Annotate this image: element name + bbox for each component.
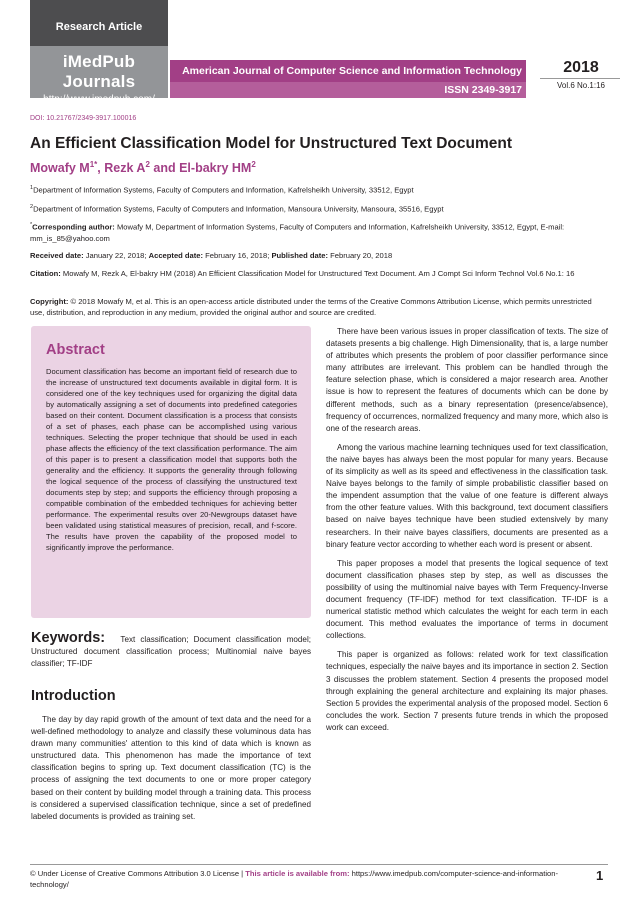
copyright-label: Copyright: bbox=[30, 297, 69, 306]
article-dates bbox=[30, 250, 608, 261]
corresponding-label: Corresponding author: bbox=[32, 222, 115, 232]
right-paragraph-1: There have been various issues in proper classification of texts. The size of datasets presents a big challenge. High Dimensionality, that is, a large number of attributes which presents the problem of poor classifier performance since many attributes are irrelevant. This problem can be handled through the feature selection phase, which is considered a major research area. Another issue is how to represent the features of documents which can be done by different methods, such as a binary representation (presence/absence), frequency of occurrences, normalized frequency and many more, which also is one of the research areas. bbox=[326, 327, 608, 433]
author-1: Mowafy M bbox=[30, 161, 90, 176]
corresponding-author bbox=[30, 220, 608, 244]
citation-label: Citation: bbox=[30, 269, 61, 278]
accepted-label: Accepted date: bbox=[148, 251, 204, 260]
affiliation-2-sup: 2 bbox=[30, 204, 34, 210]
publisher-logo[interactable] bbox=[30, 46, 168, 105]
corresponding-sup: * bbox=[30, 222, 33, 228]
affiliation-1 bbox=[30, 183, 608, 196]
volume-issue: Vol.6 No.1:16 bbox=[556, 81, 606, 90]
author-3: and El-bakry HM bbox=[149, 161, 252, 176]
footer-divider bbox=[30, 864, 608, 865]
article-title: An Efficient Classification Model for Unstructured Text Document bbox=[30, 135, 512, 152]
author-2-sup: 2 bbox=[145, 160, 150, 169]
right-paragraph-3: This paper proposes a model that presents the logical sequence of text document classification phases step by step, as well as discusses the possibility of using the multinomial naive bayes with Term Frequency-Inverse document frequency (TF-IDF) method for text classification. TF-IDF is a numerical statistic method which calculates the weight for each term in each document. This method evaluates the importance of terms in document collections. bbox=[326, 558, 608, 641]
author-2: , Rezk A bbox=[97, 161, 146, 176]
publisher-name: iMedPub Journals bbox=[62, 52, 136, 91]
affiliation-1-text: Department of Information Systems, Faculty of Computers and Information, Kafrelsheikh University, 33512, Egypt bbox=[33, 185, 414, 195]
accepted-date: February 16, 2018; bbox=[203, 251, 272, 260]
copyright bbox=[30, 296, 608, 318]
right-column bbox=[326, 326, 608, 741]
published-date: February 20, 2018 bbox=[328, 251, 393, 260]
abstract-heading: Abstract bbox=[46, 342, 105, 358]
footer-available-label: This article is available from: bbox=[245, 869, 350, 878]
right-paragraph-2: Among the various machine learning techniques used for text classification, the naive bayes has always been the most popular for many years. Because of its simplicity as well as its speed and effectiveness in the classification task. Naive bayes belongs to the family of simple probabilistic classifier based on the impendent assumption that the value of one feature is different always from the other feature values. With this background, text document classifiers based on naive bayes technique have been studied extensively by many researchers. In their naive bayes classifiers, documents are presented as a binary feature vector according to whether each word is present or absent. bbox=[326, 442, 608, 549]
author-3-sup: 2 bbox=[251, 160, 256, 169]
year-divider bbox=[540, 78, 620, 79]
affiliation-1-sup: 1 bbox=[30, 185, 34, 191]
page-number: 1 bbox=[596, 868, 604, 883]
keywords bbox=[31, 632, 311, 670]
journal-title: American Journal of Computer Science and Information Technology bbox=[170, 60, 526, 82]
received-date: January 22, 2018; bbox=[83, 251, 149, 260]
citation-text: Mowafy M, Rezk A, El-bakry HM (2018) An Efficient Classification Model for Unstructured Text Document. Am J Compt Sci Inform Technol Vol.6 No.1: 16 bbox=[60, 269, 575, 278]
author-list bbox=[30, 160, 256, 175]
corresponding-text: Mowafy M, Department of Information Systems, Faculty of Computers and Information, Kafrelsheikh University, 33512, Egypt, E-mail: mm_is_85@yahoo.com bbox=[30, 222, 565, 243]
introduction-heading: Introduction bbox=[31, 688, 116, 704]
doi-link[interactable]: DOI: 10.21767/2349-3917.100016 bbox=[30, 115, 137, 122]
abstract-box bbox=[31, 326, 311, 618]
footer bbox=[30, 868, 590, 890]
right-paragraph-4: This paper is organized as follows: related work for text classification techniques, especially the naive bayes and its importance in section 2. Section 3 discusses the problem statement. Section 4 presents the proposed model through explaining the general architecture and explaining its major phases. Section 5 provides the experimental analysis of the proposed model. Section 6 concludes the work. Section 7 presents future trends in which the proposed work can exceed. bbox=[326, 650, 608, 732]
affiliation-2 bbox=[30, 202, 608, 215]
introduction-paragraph: The day by day rapid growth of the amount of text data and the need for a well-defined methodology to analyze and classify these voluminous data has drawn many communities' attention to this kind of data which is known as unstructured data. This phenomenon has made the importance of text classification begins to spring up. Text document classification (TC) is the process of assigning the text documents to one or more proper category based on their content by building model through a training data. This process is considered a supervised classification technique, since a set of predefined labeled documents is provided as training set. bbox=[31, 715, 311, 821]
published-label: Published date: bbox=[271, 251, 328, 260]
affiliation-2-text: Department of Information Systems, Faculty of Computers and Information, Mansoura University, Mansoura, 35516, Egypt bbox=[33, 204, 444, 214]
article-type-tag: Research Article bbox=[30, 0, 168, 46]
introduction-column bbox=[31, 714, 311, 830]
publication-year: 2018 bbox=[563, 59, 599, 76]
citation bbox=[30, 268, 608, 279]
journal-issn: ISSN 2349-3917 bbox=[170, 82, 526, 98]
copyright-text: © 2018 Mowafy M, et al. This is an open-access article distributed under the terms of the Creative Commons Attribution License, which permits unrestricted use, distribution, and reproduction in any medium, provided the original author and source are credited. bbox=[30, 297, 592, 317]
footer-license: © Under License of Creative Commons Attribution 3.0 License | bbox=[30, 869, 246, 878]
abstract-text: Document classification has become an important field of research due to the increase of unstructured text documents available in digital form. It is considered one of the key techniques used for organizing the digital data by automatically assigning a set of documents into predefined categories based on their content. Document classification is a process that consists of a set of phases, each phase can be accomplished using various techniques. Selecting the proper technique that should be used in each phase affects the efficiency of the text classification performance. The aim of this paper is to present a classification model that supports both the generality and the efficiency. It supports the generality through following the logical sequence of the process of classifying the unstructured text documents step by step; and supports the efficiency through proposing a compatible combination of the embedded techniques for achieving better performance. The experimental results over 20-Newgroups dataset have been validated using statistical measures of precision, recall, and f-score. The results have proven the capability of the proposed model to significantly improve the performance. bbox=[46, 367, 297, 552]
footer-url[interactable]: https://www.imedpub.com/computer-science-and-information-technology/ bbox=[30, 869, 558, 889]
keywords-label: Keywords: bbox=[31, 630, 106, 646]
publisher-url[interactable]: http://www.imedpub.com/ bbox=[43, 94, 155, 105]
keywords-text: Text classification; Document classification model; Unstructured document classification process; Multinomial naive bayes classifier; TF-IDF bbox=[31, 635, 311, 668]
received-label: Received date: bbox=[30, 251, 84, 260]
author-1-sup: 1* bbox=[89, 160, 98, 169]
